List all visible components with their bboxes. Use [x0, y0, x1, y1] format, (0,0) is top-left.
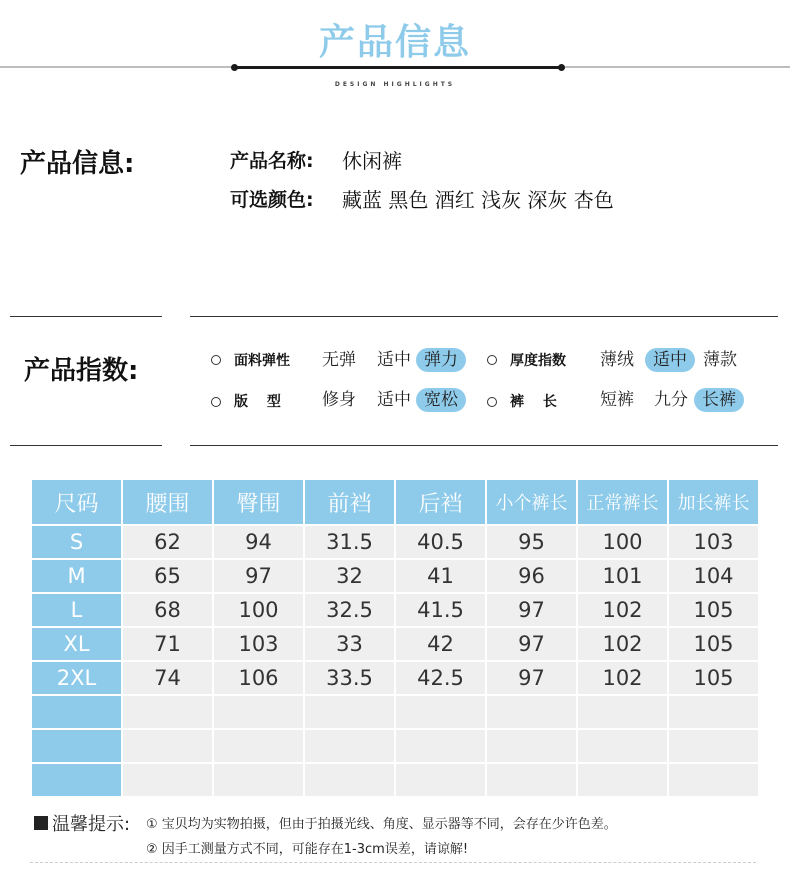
size-table-header-row: [32, 480, 758, 524]
index-heading: 产品指数:: [24, 356, 139, 386]
size-cell: S: [32, 526, 121, 558]
table-cell: 42.5: [396, 662, 485, 694]
table-cell: [214, 696, 303, 728]
table-cell: 106: [214, 662, 303, 694]
length-label: 裤 长: [510, 394, 557, 410]
fabric-option-1: 无弹: [322, 350, 356, 370]
table-cell: [669, 730, 758, 762]
tips-square-icon: [34, 816, 48, 830]
table-cell: 65: [123, 560, 212, 592]
table-cell: 40.5: [396, 526, 485, 558]
table-cell: 62: [123, 526, 212, 558]
header-accent-rule: [234, 66, 562, 69]
table-cell: 94: [214, 526, 303, 558]
table-cell: [487, 696, 576, 728]
size-cell: [32, 730, 121, 762]
tips-label: 温馨提示:: [52, 814, 131, 835]
table-cell: 33: [305, 628, 394, 660]
table-cell: 104: [669, 560, 758, 592]
table-cell: 100: [214, 594, 303, 626]
table-cell: 105: [669, 594, 758, 626]
fabric-label: 面料弹性: [234, 353, 290, 369]
header-long-length: 加长裤长: [669, 480, 758, 524]
fabric-option-2: 适中: [377, 350, 411, 370]
size-table: [30, 478, 760, 798]
header-hip: 臀围: [214, 480, 303, 524]
thickness-label: 厚度指数: [510, 353, 566, 369]
table-row: [32, 594, 758, 626]
index-rule-top-left: [10, 316, 162, 317]
table-row: [32, 764, 758, 796]
header-short-length: 小个裤长: [487, 480, 576, 524]
header-back-rise: 后裆: [396, 480, 485, 524]
header-size: 尺码: [32, 480, 121, 524]
table-cell: [578, 764, 667, 796]
table-cell: 31.5: [305, 526, 394, 558]
table-cell: 33.5: [305, 662, 394, 694]
table-cell: [669, 764, 758, 796]
table-cell: [305, 696, 394, 728]
table-cell: [305, 764, 394, 796]
fabric-bullet-icon: [211, 355, 221, 365]
size-cell: [32, 696, 121, 728]
fabric-option-3-selected: 弹力: [416, 348, 466, 372]
table-cell: 42: [396, 628, 485, 660]
table-cell: 41.5: [396, 594, 485, 626]
table-row: [32, 628, 758, 660]
table-cell: [669, 696, 758, 728]
size-cell: XL: [32, 628, 121, 660]
info-heading: 产品信息:: [20, 149, 135, 179]
table-cell: 32: [305, 560, 394, 592]
length-option-1: 短裤: [600, 390, 634, 410]
index-rule-bottom-left: [10, 445, 162, 446]
table-cell: 97: [487, 662, 576, 694]
table-cell: [487, 730, 576, 762]
table-cell: 97: [487, 594, 576, 626]
thickness-option-3: 薄款: [703, 350, 737, 370]
table-cell: 32.5: [305, 594, 394, 626]
table-cell: [487, 764, 576, 796]
table-cell: 97: [487, 628, 576, 660]
thickness-option-1: 薄绒: [600, 350, 634, 370]
table-cell: 103: [214, 628, 303, 660]
header-front-rise: 前裆: [305, 480, 394, 524]
rule-dot-right: [558, 64, 565, 71]
bottom-divider: [30, 862, 756, 863]
table-cell: 97: [214, 560, 303, 592]
header-regular-length: 正常裤长: [578, 480, 667, 524]
fit-option-1: 修身: [322, 390, 356, 410]
table-cell: 95: [487, 526, 576, 558]
table-row: [32, 730, 758, 762]
header-waist: 腰围: [123, 480, 212, 524]
table-row: [32, 526, 758, 558]
thickness-bullet-icon: [487, 355, 497, 365]
table-cell: [578, 696, 667, 728]
size-cell: L: [32, 594, 121, 626]
tips-line-2: ② 因手工测量方式不同，可能存在1-3cm误差，请谅解!: [146, 842, 469, 857]
table-cell: [396, 696, 485, 728]
table-cell: 102: [578, 594, 667, 626]
page-title: 产品信息: [318, 22, 471, 63]
table-row: [32, 696, 758, 728]
table-cell: 100: [578, 526, 667, 558]
color-label: 可选颜色:: [230, 189, 314, 211]
index-rule-top-right: [190, 316, 778, 317]
table-cell: [214, 730, 303, 762]
table-cell: [578, 730, 667, 762]
size-cell: 2XL: [32, 662, 121, 694]
table-cell: 71: [123, 628, 212, 660]
table-cell: 105: [669, 662, 758, 694]
length-option-3-selected: 长裤: [694, 388, 744, 412]
table-cell: 103: [669, 526, 758, 558]
rule-dot-left: [231, 64, 238, 71]
header-subtitle: DESIGN HIGHLIGHTS: [334, 81, 456, 88]
table-cell: [396, 730, 485, 762]
table-cell: 74: [123, 662, 212, 694]
table-cell: 101: [578, 560, 667, 592]
table-cell: 96: [487, 560, 576, 592]
table-cell: 41: [396, 560, 485, 592]
fit-option-2: 适中: [377, 390, 411, 410]
table-cell: [123, 730, 212, 762]
table-cell: 105: [669, 628, 758, 660]
table-row: [32, 662, 758, 694]
table-cell: [123, 764, 212, 796]
table-cell: [214, 764, 303, 796]
fit-bullet-icon: [211, 397, 221, 407]
length-option-2: 九分: [654, 390, 688, 410]
length-bullet-icon: [487, 397, 497, 407]
size-cell: [32, 764, 121, 796]
name-label: 产品名称:: [230, 150, 314, 172]
table-cell: [305, 730, 394, 762]
fit-label: 版 型: [234, 394, 281, 410]
table-row: [32, 560, 758, 592]
size-cell: M: [32, 560, 121, 592]
color-value: 藏蓝 黑色 酒红 浅灰 深灰 杏色: [342, 188, 614, 212]
table-cell: 68: [123, 594, 212, 626]
index-rule-bottom-right: [190, 445, 778, 446]
table-cell: 102: [578, 662, 667, 694]
thickness-option-2-selected: 适中: [645, 348, 695, 372]
table-cell: [396, 764, 485, 796]
name-value: 休闲裤: [342, 149, 402, 173]
fit-option-3-selected: 宽松: [416, 388, 466, 412]
tips-line-1: ① 宝贝均为实物拍摄，但由于拍摄光线、角度、显示器等不同，会存在少许色差。: [146, 817, 617, 832]
table-cell: 102: [578, 628, 667, 660]
table-cell: [123, 696, 212, 728]
